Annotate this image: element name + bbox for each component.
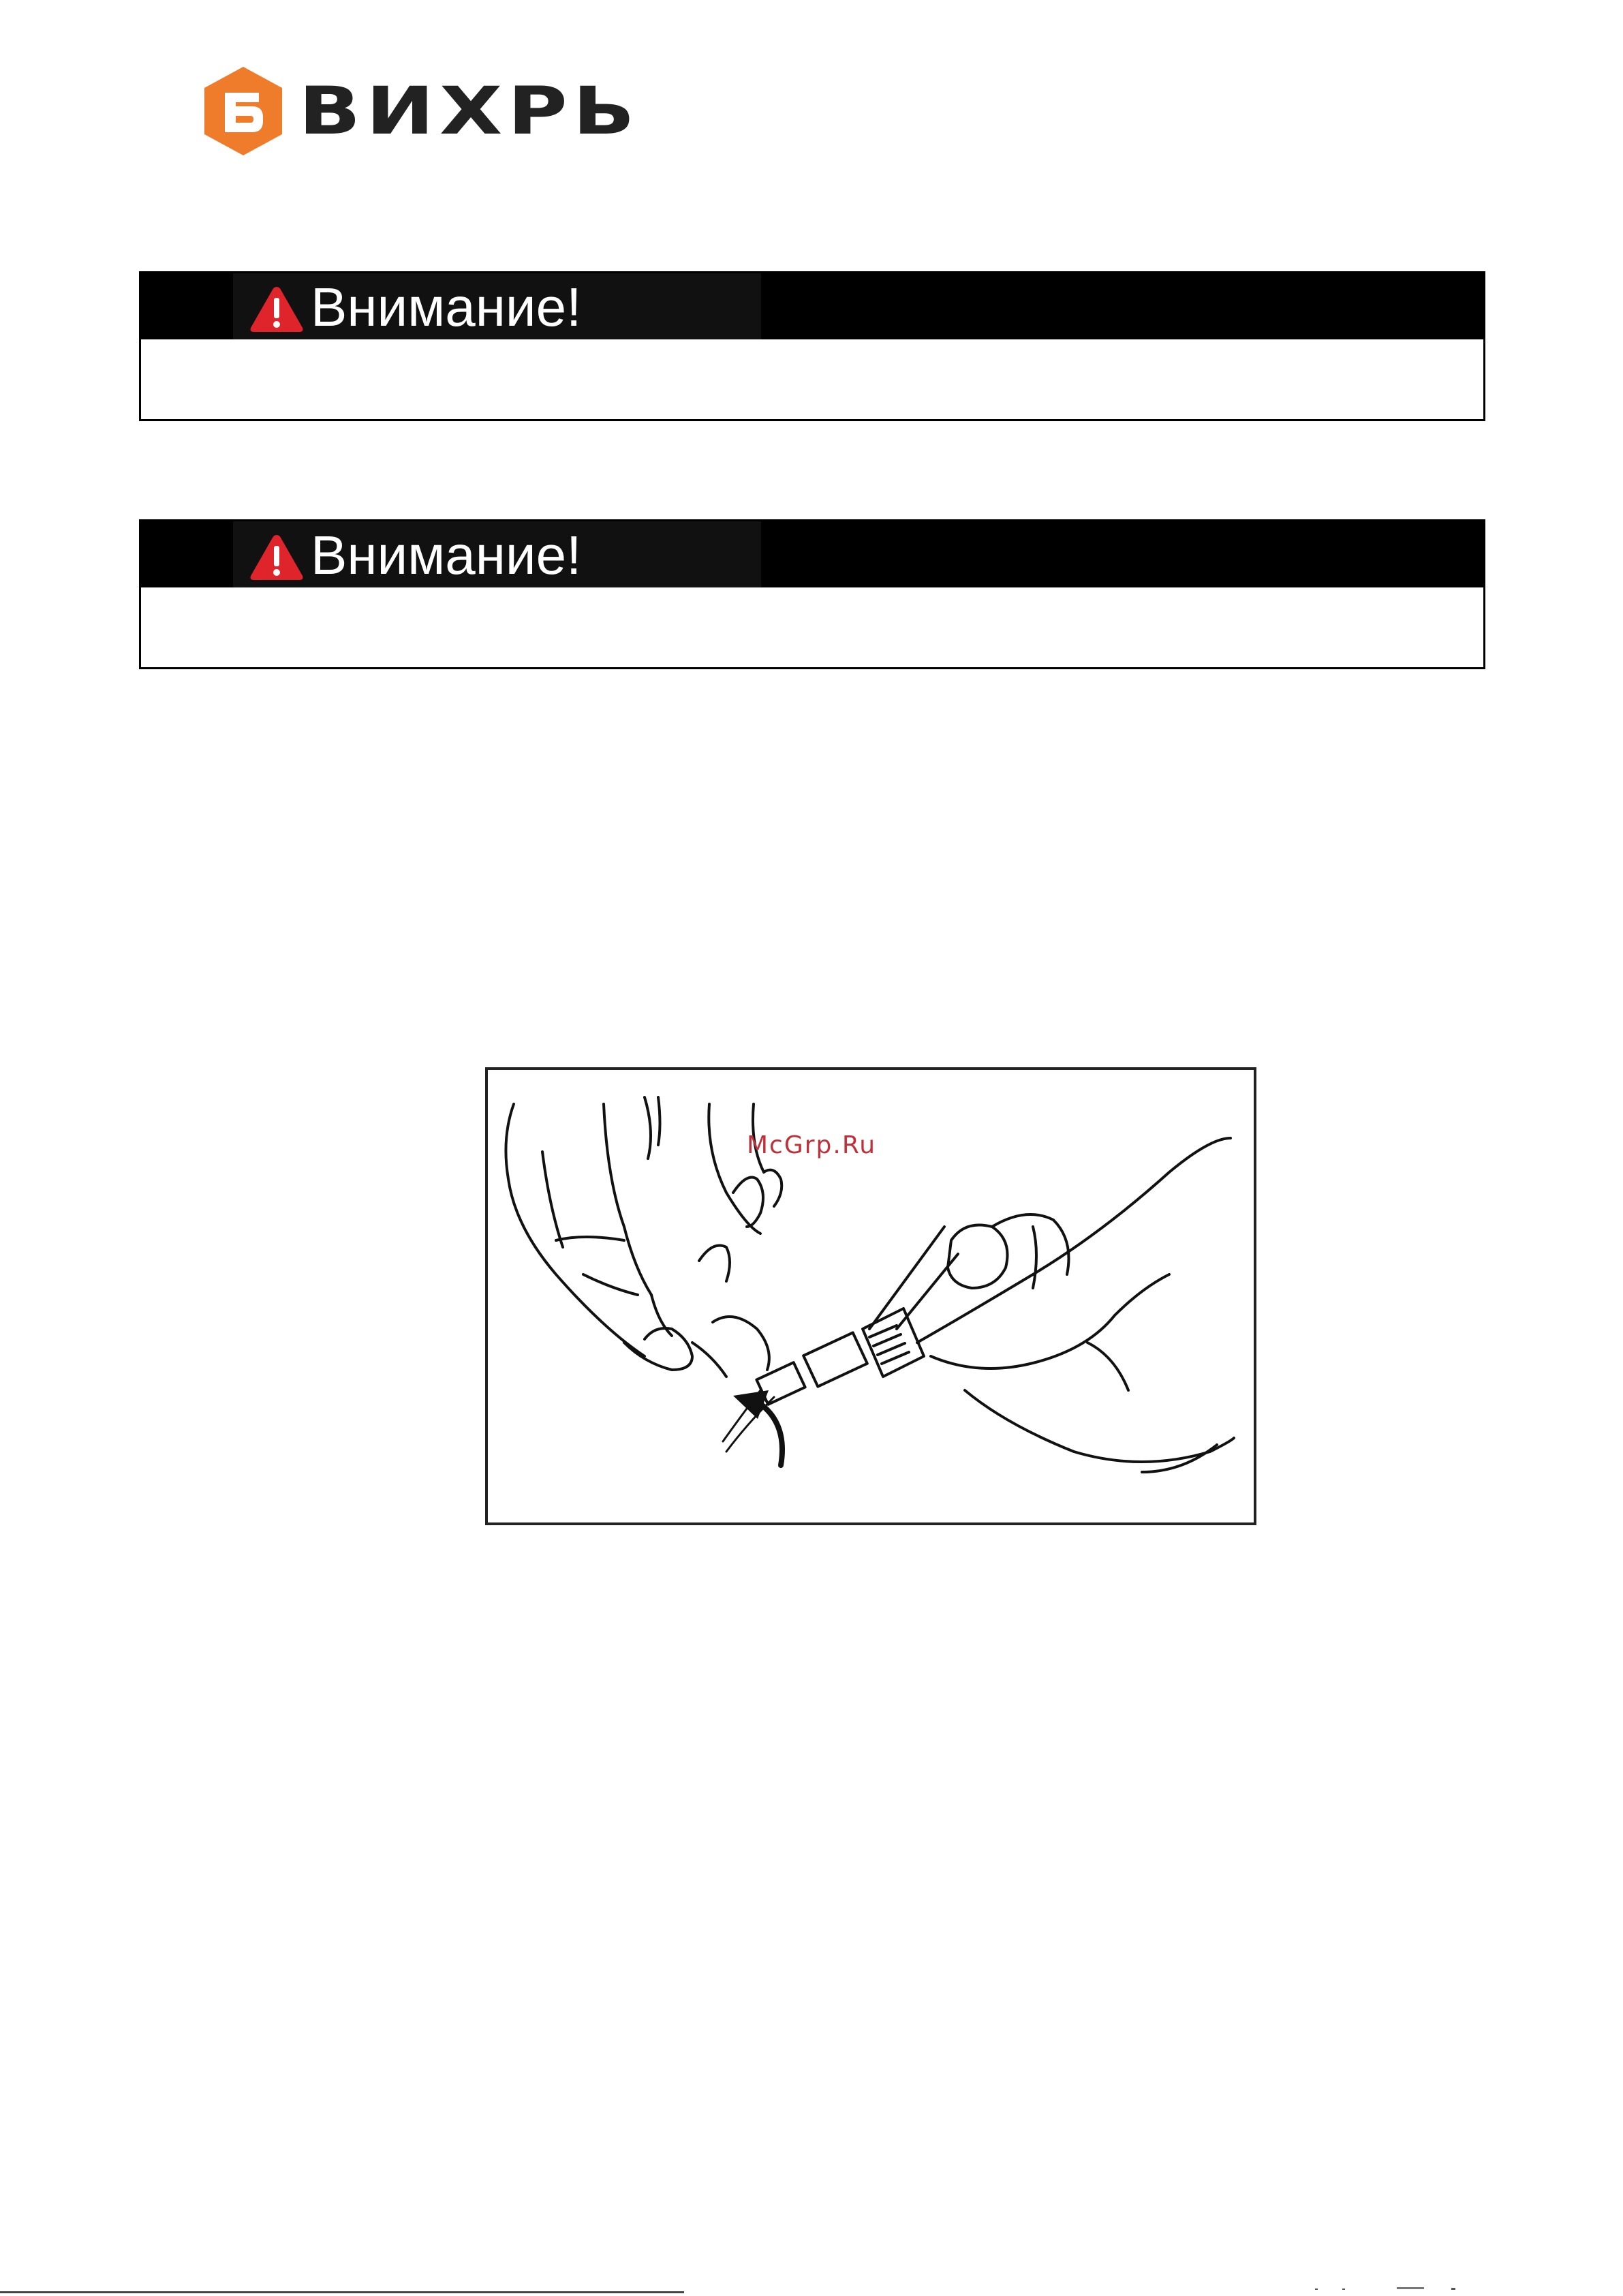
warning-label-text: Внимание! xyxy=(311,277,582,337)
warning-triangle-icon xyxy=(248,284,305,333)
brand-hex-icon xyxy=(204,67,282,155)
warning-box xyxy=(139,271,1485,421)
brand-name: ВИХРЬ xyxy=(298,73,640,149)
watermark-text: McGrp.Ru xyxy=(747,1131,877,1159)
footer-marks xyxy=(1315,2286,1465,2291)
brand-logo xyxy=(204,67,640,155)
warning-triangle-icon xyxy=(248,532,305,581)
warning-body-text xyxy=(161,350,1463,411)
warning-label xyxy=(233,273,761,339)
warning-label-text: Внимание! xyxy=(311,525,582,585)
warning-body-text xyxy=(161,598,1463,659)
footer-rule xyxy=(0,2291,684,2293)
warning-label xyxy=(233,521,761,587)
warning-box xyxy=(139,519,1485,669)
